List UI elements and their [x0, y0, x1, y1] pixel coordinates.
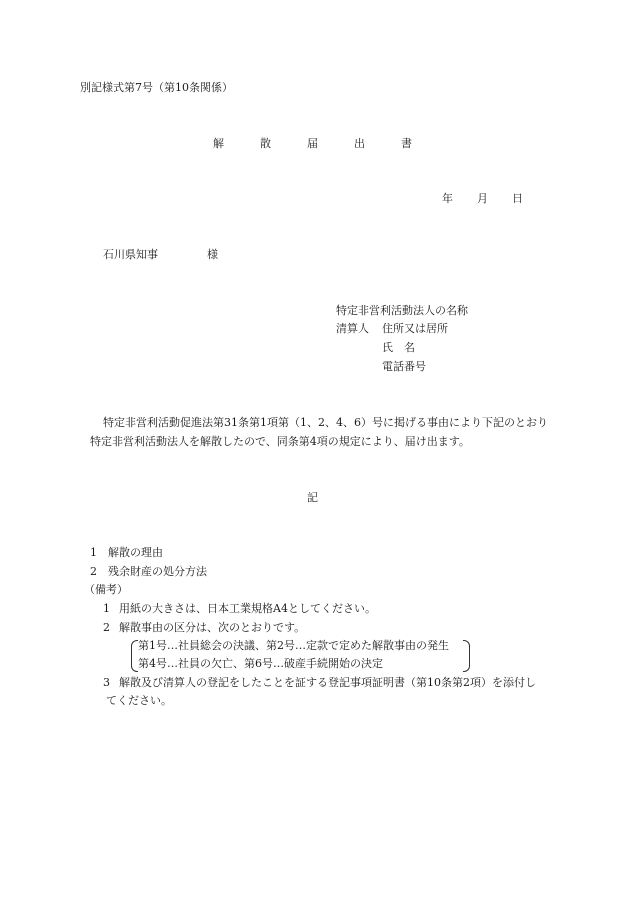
- item-text: 残余財産の処分方法: [108, 565, 207, 578]
- note-text-continued: てください。: [106, 694, 172, 707]
- form-number: 別記様式第7号（第10条関係）: [80, 81, 233, 94]
- date-month: 月: [477, 192, 488, 205]
- left-bracket: [131, 640, 138, 672]
- address-label: 住所又は居所: [382, 322, 448, 335]
- note-number: 1: [103, 602, 110, 615]
- title-char: 届: [307, 137, 318, 150]
- body-line-2: 特定非営利活動法人を解散したので、同条第4項の規定により、届け出ます。: [90, 435, 470, 448]
- note-number: 3: [103, 676, 110, 689]
- notes-label: （備考）: [84, 583, 128, 596]
- phone-label: 電話番号: [382, 360, 426, 373]
- title-char: 出: [354, 137, 365, 150]
- name-label: 氏 名: [382, 341, 415, 354]
- date-day: 日: [512, 192, 523, 205]
- title-char: 書: [401, 137, 412, 150]
- item-number: 1: [90, 546, 97, 559]
- addressee-name: 石川県知事: [103, 248, 158, 261]
- reason-line: 第1号…社員総会の決議、第2号…定款で定めた解散事由の発生: [138, 639, 449, 652]
- note-text: 用紙の大きさは、日本工業規格A4としてください。: [119, 602, 376, 615]
- liquidator-label: 清算人: [336, 322, 369, 335]
- note-text: 解散及び清算人の登記をしたことを証する登記事項証明書（第10条第2項）を添付し: [119, 676, 536, 689]
- note-text: 解散事由の区分は、次のとおりです。: [119, 621, 306, 634]
- item-number: 2: [90, 565, 97, 578]
- addressee-honorific: 様: [207, 248, 218, 261]
- date-year: 年: [442, 192, 453, 205]
- right-bracket: [463, 640, 470, 672]
- ki-heading: 記: [307, 491, 318, 504]
- reason-line: 第4号…社員の欠亡、第6号…破産手続開始の決定: [138, 657, 383, 670]
- title-char: 散: [260, 137, 271, 150]
- title-char: 解: [213, 137, 224, 150]
- item-text: 解散の理由: [108, 546, 163, 559]
- body-line-1: 特定非営利活動促進法第31条第1項第（1、2、4、6）号に掲げる事由により下記のとおり: [103, 416, 548, 429]
- org-name-label: 特定非営利活動法人の名称: [336, 304, 468, 317]
- note-number: 2: [103, 621, 110, 634]
